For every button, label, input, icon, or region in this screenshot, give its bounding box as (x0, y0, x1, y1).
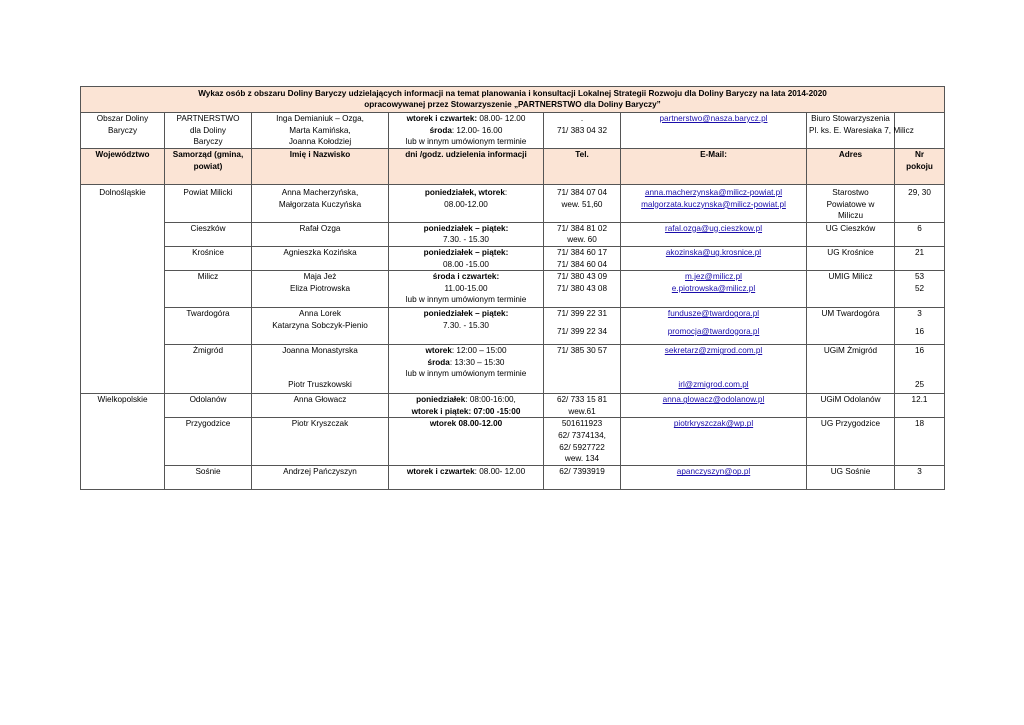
hours-text: : 08:00-16:00, (465, 395, 516, 405)
days-text: : (504, 188, 508, 197)
hours-text: : 12.00- 16.00 (451, 125, 503, 135)
email-link[interactable]: malgorzata.kuczynska@milicz-powiat.pl (641, 199, 786, 209)
phone-number: 71/ 384 60 17 (556, 247, 608, 257)
days-label: poniedziałek – piątek: (423, 247, 509, 257)
government-name: Sośnie (195, 467, 221, 477)
government-name: Przygodzice (185, 419, 231, 429)
email-link[interactable]: m.jez@milicz.pl (685, 272, 742, 282)
person-name: Małgorzata Kuczyńska (278, 199, 362, 209)
table-row (81, 271, 945, 308)
header-government (165, 149, 252, 185)
person-name: Piotr Truszkowski (288, 379, 352, 389)
person-name: Joanna Monastyrska (282, 346, 358, 356)
government-name: Powiat Milicki (183, 188, 233, 197)
header-phone: Tel. (544, 149, 621, 185)
hours-text: 7.30. - 15.30 (443, 235, 489, 245)
table-title-line1: Wykaz osób z obszaru Doliny Baryczy udzielających informacji na temat planowania i konsultacji Lokalnej Strategii Rozwoju dla Doliny Baryczy na lata 2014-2020 (198, 89, 827, 98)
government-name: Odolanów (189, 395, 227, 405)
extra-note: lub w innym umówionym terminie (405, 137, 527, 147)
table-title-line2: opracowywanej przez Stowarzyszenie „PARTNERSTWO dla Doliny Baryczy” (364, 100, 661, 109)
person-name: Andrzej Pańczyszyn (283, 467, 357, 477)
table-title-row (81, 87, 945, 113)
org-name: Baryczy (193, 137, 223, 147)
email-link[interactable]: anna.macherzynska@milicz-powiat.pl (644, 188, 783, 197)
room-number: 29, 30 (908, 188, 931, 197)
phone-number: 62/ 5927722 (559, 442, 605, 452)
header-email: E-Mail: (621, 149, 807, 185)
person-name: Inga Demianiuk – Ozga, (276, 114, 364, 123)
extra-note: lub w innym umówionym terminie (405, 369, 527, 379)
email-link[interactable]: e.piotrowska@milicz.pl (671, 283, 756, 293)
government-name: Cieszków (190, 223, 226, 233)
phone-number: 62/ 7374134, (558, 430, 606, 440)
phone-number: 62/ 7393919 (559, 467, 605, 477)
person-name: Eliza Piotrowska (289, 283, 351, 293)
phone-number: 62/ 733 15 81 (556, 395, 608, 405)
days-label: poniedziałek – piątek: (423, 309, 509, 319)
email-link[interactable]: anna.glowacz@odolanow.pl (662, 395, 765, 405)
room-number: 25 (914, 379, 925, 389)
tel-mark: . (580, 114, 584, 123)
voivodeship-name: Wielkopolskie (97, 395, 148, 405)
days-label: wtorek i czwartek: (406, 114, 478, 123)
email-link[interactable]: piotrkryszczak@wp.pl (673, 419, 754, 429)
person-name: Anna Lorek (299, 309, 341, 319)
address-text: UG Cieszków (825, 223, 876, 233)
table-row (81, 418, 945, 466)
hours-text: : 07:00 -15:00 (468, 406, 521, 416)
person-name: Anna Macherzyńska, (281, 188, 359, 197)
government-name: Żmigród (192, 346, 224, 356)
table-row (81, 185, 945, 223)
days-label: wtorek (425, 346, 452, 356)
email-link[interactable]: fundusze@twardogora.pl (667, 309, 760, 319)
government-name: Krośnice (192, 247, 224, 257)
header-text: pokoju (906, 161, 933, 171)
room-number: 53 (914, 272, 925, 282)
area-label: Obszar Doliny (96, 114, 149, 123)
days-label: poniedziałek – piątek: (423, 223, 509, 233)
days-label: środa (429, 125, 452, 135)
header-room (895, 149, 945, 185)
days-label: wtorek i piątek (411, 406, 469, 416)
address-text: Biuro Stowarzyszenia (811, 114, 890, 123)
days-label: poniedziałek (416, 395, 466, 405)
government-name: Twardogóra (186, 309, 230, 319)
header-text: Nr (914, 150, 925, 159)
extra-note: lub w innym umówionym terminie (405, 295, 527, 305)
org-name: dla Doliny (190, 125, 226, 135)
address-text: UM Twardogóra (821, 309, 880, 319)
hours-text: 08.00 -15.00 (443, 259, 489, 269)
phone-number: 71/ 384 60 04 (556, 259, 608, 269)
address-text: Miliczu (837, 211, 864, 221)
table-row (81, 246, 945, 270)
phone-number: wew.61 (568, 406, 596, 416)
address-text: UG Przygodzice (820, 419, 881, 429)
header-address: Adres (807, 149, 895, 185)
table-row (81, 345, 945, 394)
column-header-row (81, 149, 945, 185)
table-row (81, 308, 945, 345)
voivodeship-cell (81, 185, 165, 394)
days-label: środa (427, 357, 450, 367)
hours-text: 7.30. - 15.30 (443, 320, 489, 330)
person-name: Katarzyna Sobczyk-Pienio (272, 320, 368, 330)
voivodeship-name: Dolnośląskie (99, 188, 146, 197)
room-number: 16 (914, 326, 925, 336)
address-text: Powiatowe w (826, 199, 875, 209)
address-text: UGiM Żmigród (823, 346, 878, 356)
phone-number: 71/ 385 30 57 (556, 346, 608, 356)
government-name: Milicz (197, 272, 219, 282)
room-number: 21 (914, 247, 925, 257)
hours-text: 08.00-12.00 (444, 199, 488, 209)
hours-text: : 08.00- 12.00 (474, 467, 526, 477)
phone-number: wew. 51,60 (561, 199, 603, 209)
room-number: 52 (914, 283, 925, 293)
phone-number: 71/ 383 04 32 (556, 125, 608, 135)
address-text: UG Krośnice (827, 247, 874, 257)
header-name: Imię i Nazwisko (252, 149, 389, 185)
person-name: Rafał Ozga (299, 223, 341, 233)
room-number: 3 (917, 467, 922, 477)
person-name: Marta Kamińska, (289, 125, 351, 135)
hours-text: 08.00-12.00 (456, 419, 503, 429)
days-label: poniedziałek, wtorek (424, 188, 505, 197)
address-text: Starostwo (832, 188, 869, 197)
room-number: 3 (917, 309, 922, 319)
header-voivodeship: Województwo (81, 149, 165, 185)
address-text: UGiM Odolanów (820, 395, 881, 405)
email-link[interactable]: promocja@twardogora.pl (667, 326, 760, 336)
info-table (80, 86, 945, 490)
header-text: powiat) (193, 161, 223, 171)
table-row (81, 222, 945, 246)
header-days: dni /godz. udzielenia informacji (389, 149, 544, 185)
phone-number: 71/ 399 22 31 (556, 309, 608, 319)
room-number: 18 (914, 419, 925, 429)
hours-text: : 12:00 – 15:00 (451, 346, 507, 356)
room-number: 12.1 (911, 395, 928, 405)
phone-number: 71/ 384 81 02 (556, 223, 608, 233)
email-link[interactable]: rafal.ozga@ug.cieszkow.pl (664, 223, 763, 233)
address-text: UG Sośnie (830, 467, 871, 477)
phone-number: 71/ 380 43 09 (556, 272, 608, 282)
header-text: Samorząd (gmina, (172, 150, 244, 159)
days-label: wtorek (429, 419, 457, 429)
person-name: Joanna Kołodziej (288, 137, 352, 147)
room-number: 6 (917, 223, 922, 233)
org-name: PARTNERSTWO (176, 114, 240, 123)
address-text: UMIG Milicz (828, 272, 873, 282)
email-link[interactable]: irl@zmigrod.com.pl (678, 379, 749, 389)
person-name: Piotr Kryszczak (291, 419, 349, 429)
address-text: Pl. ks. E. Waresiaka 7, Milicz (809, 125, 914, 135)
email-link[interactable]: akozinska@ug.krosnice.pl (665, 247, 762, 257)
person-name: Maja Jeż (303, 272, 337, 282)
phone-number: 501611923 (561, 419, 603, 429)
area-label: Baryczy (107, 125, 138, 135)
phone-number: 71/ 384 07 04 (556, 188, 608, 197)
days-label: środa i czwartek: (432, 272, 500, 282)
phone-number: 71/ 380 43 08 (556, 283, 608, 293)
table-row (81, 394, 945, 418)
phone-number: wew. 60 (567, 235, 597, 245)
hours-text: : 13:30 – 15:30 (449, 357, 505, 367)
email-link[interactable]: partnerstwo@nasza.barycz.pl (659, 114, 768, 123)
room-number: 16 (914, 346, 925, 356)
partner-row (81, 113, 945, 149)
phone-number: 71/ 399 22 34 (556, 326, 608, 336)
hours-text: 11.00-15.00 (444, 283, 488, 293)
email-link[interactable]: sekretarz@zmigrod.com.pl (664, 346, 763, 356)
person-name: Agnieszka Kozińska (283, 247, 357, 257)
email-link[interactable]: apanczyszyn@op.pl (676, 467, 751, 477)
phone-number: wew. 134 (564, 454, 600, 464)
days-label: wtorek i czwartek (406, 467, 475, 477)
table-row (81, 466, 945, 490)
voivodeship-cell (81, 394, 165, 490)
person-name: Anna Głowacz (293, 395, 347, 405)
hours-text: 08.00- 12.00 (477, 114, 526, 123)
